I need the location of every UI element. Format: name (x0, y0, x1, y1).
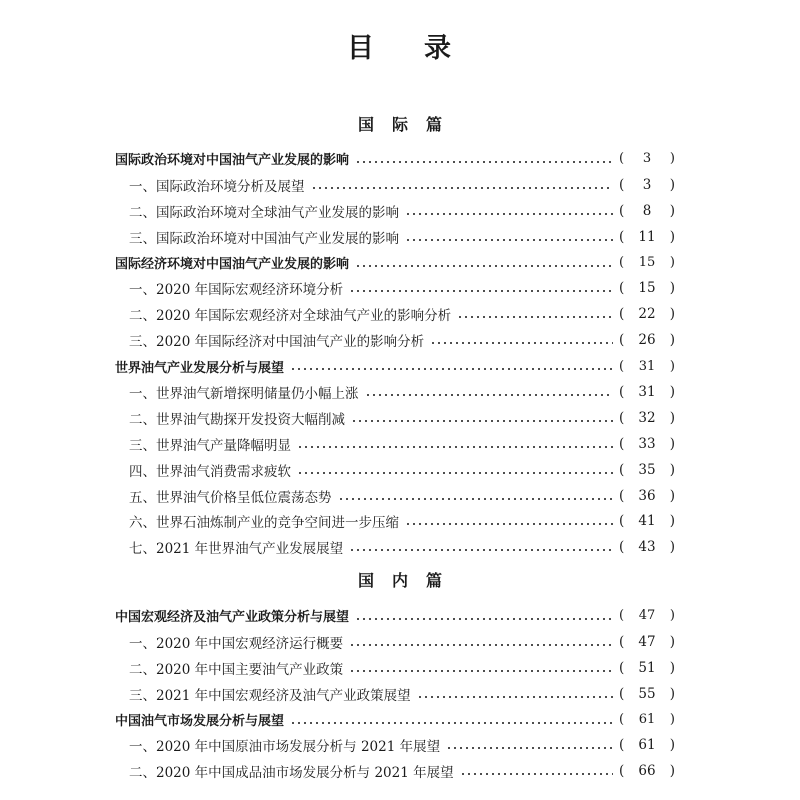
toc-sub-entry[interactable] (115, 758, 675, 784)
paren-close: ) (669, 280, 675, 297)
section-heading-domestic (0, 568, 800, 591)
toc-sub-entry[interactable] (115, 275, 675, 301)
toc-entry-title: 三、2021 年中国宏观经济及油气产业政策展望 (129, 687, 411, 704)
paren-close: ) (669, 435, 675, 452)
toc-sub-entry[interactable] (115, 508, 675, 534)
toc-sub-entry[interactable] (115, 431, 675, 457)
section-heading-char: 国 (357, 571, 374, 590)
dot-leader (297, 472, 613, 474)
dot-leader (290, 368, 613, 370)
toc-list-international (115, 146, 675, 560)
section-heading-international (0, 112, 800, 135)
toc-sub-entry[interactable] (115, 379, 675, 405)
section-heading-char: 篇 (426, 115, 443, 134)
paren-open: ( (619, 280, 625, 297)
toc-entry-title: 二、2020 年国际宏观经济对全球油气产业的影响分析 (129, 308, 452, 325)
paren-open: ( (619, 358, 625, 374)
paren-close: ) (669, 685, 675, 702)
toc-entry-title: 国际经济环境对中国油气产业发展的影响 (115, 257, 350, 272)
section-heading-char: 篇 (426, 571, 443, 590)
toc-entry-title: 一、世界油气新增探明储量仍小幅上涨 (129, 385, 359, 402)
toc-entry-title: 一、2020 年国际宏观经济环境分析 (129, 282, 344, 299)
toc-entry-title: 二、国际政治环境对全球油气产业发展的影响 (129, 204, 399, 221)
toc-entry-title: 四、世界油气消费需求疲软 (129, 463, 291, 480)
page-number-value: 47 (638, 608, 656, 624)
dot-leader (460, 773, 613, 775)
section-heading-char: 内 (391, 571, 408, 590)
toc-sub-entry[interactable] (115, 655, 675, 681)
page-number-value: 15 (638, 280, 656, 297)
toc-chapter-entry[interactable] (115, 250, 675, 276)
toc-list-domestic (115, 603, 675, 784)
page-title-char-2: 录 (424, 33, 453, 64)
page-number-value: 43 (638, 539, 656, 556)
toc-page-number (613, 306, 675, 322)
page-number-value: 33 (638, 435, 656, 452)
toc-sub-entry[interactable] (115, 327, 675, 353)
paren-close: ) (669, 737, 675, 754)
toc-chapter-entry[interactable] (115, 603, 675, 629)
paren-open: ( (619, 176, 625, 193)
toc-page-number (613, 513, 675, 529)
toc-entry-title: 中国油气市场发展分析与展望 (115, 714, 285, 729)
toc-chapter-entry[interactable] (115, 353, 675, 379)
paren-open: ( (619, 409, 625, 426)
paren-open: ( (619, 228, 625, 245)
toc-entry-title: 三、国际政治环境对中国油气产业发展的影响 (129, 230, 399, 247)
toc-entry-title: 三、世界油气产量降幅明显 (129, 437, 291, 454)
dot-leader (365, 394, 614, 396)
dot-leader (355, 618, 613, 620)
paren-open: ( (619, 383, 625, 400)
page-number-value: 15 (638, 255, 656, 270)
dot-leader (446, 747, 613, 749)
page-number-value: 31 (638, 383, 656, 400)
dot-leader (355, 265, 613, 267)
dot-leader (349, 670, 613, 672)
toc-entry-title: 一、2020 年中国宏观经济运行概要 (129, 635, 344, 652)
toc-sub-entry[interactable] (115, 629, 675, 655)
paren-close: ) (669, 202, 675, 219)
toc-entry-title: 五、世界油气价格呈低位震荡态势 (129, 489, 332, 506)
toc-page-number (613, 539, 675, 555)
toc-page-number (613, 177, 675, 193)
paren-close: ) (669, 358, 675, 374)
paren-open: ( (619, 151, 625, 167)
dot-leader (355, 161, 613, 163)
toc-entry-title: 一、国际政治环境分析及展望 (129, 178, 305, 195)
paren-open: ( (619, 659, 625, 676)
dot-leader (290, 722, 613, 724)
paren-open: ( (619, 633, 625, 650)
dot-leader (349, 290, 613, 292)
toc-page-number (613, 359, 675, 374)
dot-leader (405, 239, 613, 241)
page-title (0, 26, 800, 65)
section-heading-char: 国 (357, 115, 374, 134)
toc-sub-entry[interactable] (115, 198, 675, 224)
paren-close: ) (669, 176, 675, 193)
dot-leader (405, 213, 613, 215)
page-number-value: 31 (638, 358, 656, 374)
paren-open: ( (619, 685, 625, 702)
paren-close: ) (669, 712, 675, 727)
toc-page-number (613, 332, 675, 348)
toc-page-number (613, 462, 675, 478)
page-number-value: 26 (638, 332, 656, 349)
paren-open: ( (619, 461, 625, 478)
toc-entry-title: 六、世界石油炼制产业的竞争空间进一步压缩 (129, 515, 399, 532)
dot-leader (311, 187, 614, 189)
toc-page-number (613, 255, 675, 270)
toc-sub-entry[interactable] (115, 681, 675, 707)
toc-page-number (613, 608, 675, 623)
toc-sub-entry[interactable] (115, 732, 675, 758)
paren-open: ( (619, 608, 625, 624)
page-number-value: 32 (638, 409, 656, 426)
paren-close: ) (669, 332, 675, 349)
dot-leader (417, 696, 613, 698)
page-number-value: 55 (638, 685, 656, 702)
toc-entry-title: 二、2020 年中国成品油市场发展分析与 2021 年展望 (129, 765, 454, 782)
paren-open: ( (619, 332, 625, 349)
toc-page-number (613, 763, 675, 779)
toc-page-number (613, 488, 675, 504)
paren-close: ) (669, 461, 675, 478)
page-number-value: 35 (638, 461, 656, 478)
paren-open: ( (619, 712, 625, 727)
section-heading-char: 际 (391, 115, 408, 134)
paren-open: ( (619, 763, 625, 780)
toc-sub-entry[interactable] (115, 534, 675, 560)
paren-close: ) (669, 763, 675, 780)
toc-page-number (613, 686, 675, 702)
paren-open: ( (619, 435, 625, 452)
paren-close: ) (669, 633, 675, 650)
toc-entry-title: 二、世界油气勘探开发投资大幅削减 (129, 411, 345, 428)
page-number-value: 41 (638, 513, 656, 530)
paren-open: ( (619, 255, 625, 270)
paren-close: ) (669, 608, 675, 624)
toc-page-number (613, 660, 675, 676)
paren-open: ( (619, 513, 625, 530)
toc-entry-title: 一、2020 年中国原油市场发展分析与 2021 年展望 (129, 739, 441, 756)
paren-open: ( (619, 306, 625, 323)
paren-close: ) (669, 228, 675, 245)
paren-close: ) (669, 659, 675, 676)
toc-page-number (613, 384, 675, 400)
toc-sub-entry[interactable] (115, 405, 675, 431)
page-number-value: 61 (638, 737, 656, 754)
toc-chapter-entry[interactable] (115, 707, 675, 733)
dot-leader (457, 316, 613, 318)
toc-page-number (613, 280, 675, 296)
toc-page-number (613, 203, 675, 219)
paren-close: ) (669, 383, 675, 400)
toc-sub-entry[interactable] (115, 457, 675, 483)
page-number-value: 8 (642, 202, 652, 219)
dot-leader (338, 498, 614, 500)
toc-page-number (613, 151, 675, 166)
toc-sub-entry[interactable] (115, 301, 675, 327)
page-number-value: 61 (638, 712, 656, 727)
page-title-char-1: 目 (347, 33, 376, 64)
page-number-value: 11 (638, 228, 656, 245)
toc-page-number (613, 436, 675, 452)
dot-leader (349, 644, 613, 646)
dot-leader (297, 446, 613, 448)
paren-close: ) (669, 513, 675, 530)
paren-close: ) (669, 539, 675, 556)
toc-sub-entry[interactable] (115, 172, 675, 198)
paren-close: ) (669, 255, 675, 270)
toc-page-number (613, 410, 675, 426)
toc-page-number (613, 737, 675, 753)
paren-open: ( (619, 487, 625, 504)
toc-entry-title: 七、2021 年世界油气产业发展展望 (129, 541, 344, 558)
toc-page-number (613, 229, 675, 245)
paren-close: ) (669, 409, 675, 426)
page-number-value: 66 (638, 763, 656, 780)
page-number-value: 3 (642, 151, 652, 167)
page-number-value: 47 (638, 633, 656, 650)
page-number-value: 22 (638, 306, 656, 323)
toc-entry-title: 国际政治环境对中国油气产业发展的影响 (115, 153, 350, 169)
toc-sub-entry[interactable] (115, 224, 675, 250)
dot-leader (405, 523, 613, 525)
toc-page-number (613, 712, 675, 727)
toc-entry-title: 中国宏观经济及油气产业政策分析与展望 (115, 610, 350, 626)
toc-sub-entry[interactable] (115, 483, 675, 509)
dot-leader (430, 342, 613, 344)
paren-close: ) (669, 487, 675, 504)
dot-leader (351, 420, 613, 422)
dot-leader (349, 549, 613, 551)
paren-close: ) (669, 151, 675, 167)
paren-open: ( (619, 202, 625, 219)
toc-chapter-entry[interactable] (115, 146, 675, 172)
toc-entry-title: 二、2020 年中国主要油气产业政策 (129, 661, 344, 678)
toc-page-number (613, 634, 675, 650)
page-number-value: 36 (638, 487, 656, 504)
toc-entry-title: 三、2020 年国际经济对中国油气产业的影响分析 (129, 334, 425, 351)
page-number-value: 51 (638, 659, 656, 676)
paren-open: ( (619, 737, 625, 754)
paren-open: ( (619, 539, 625, 556)
paren-close: ) (669, 306, 675, 323)
toc-entry-title: 世界油气产业发展分析与展望 (115, 360, 285, 376)
page-number-value: 3 (642, 176, 652, 193)
